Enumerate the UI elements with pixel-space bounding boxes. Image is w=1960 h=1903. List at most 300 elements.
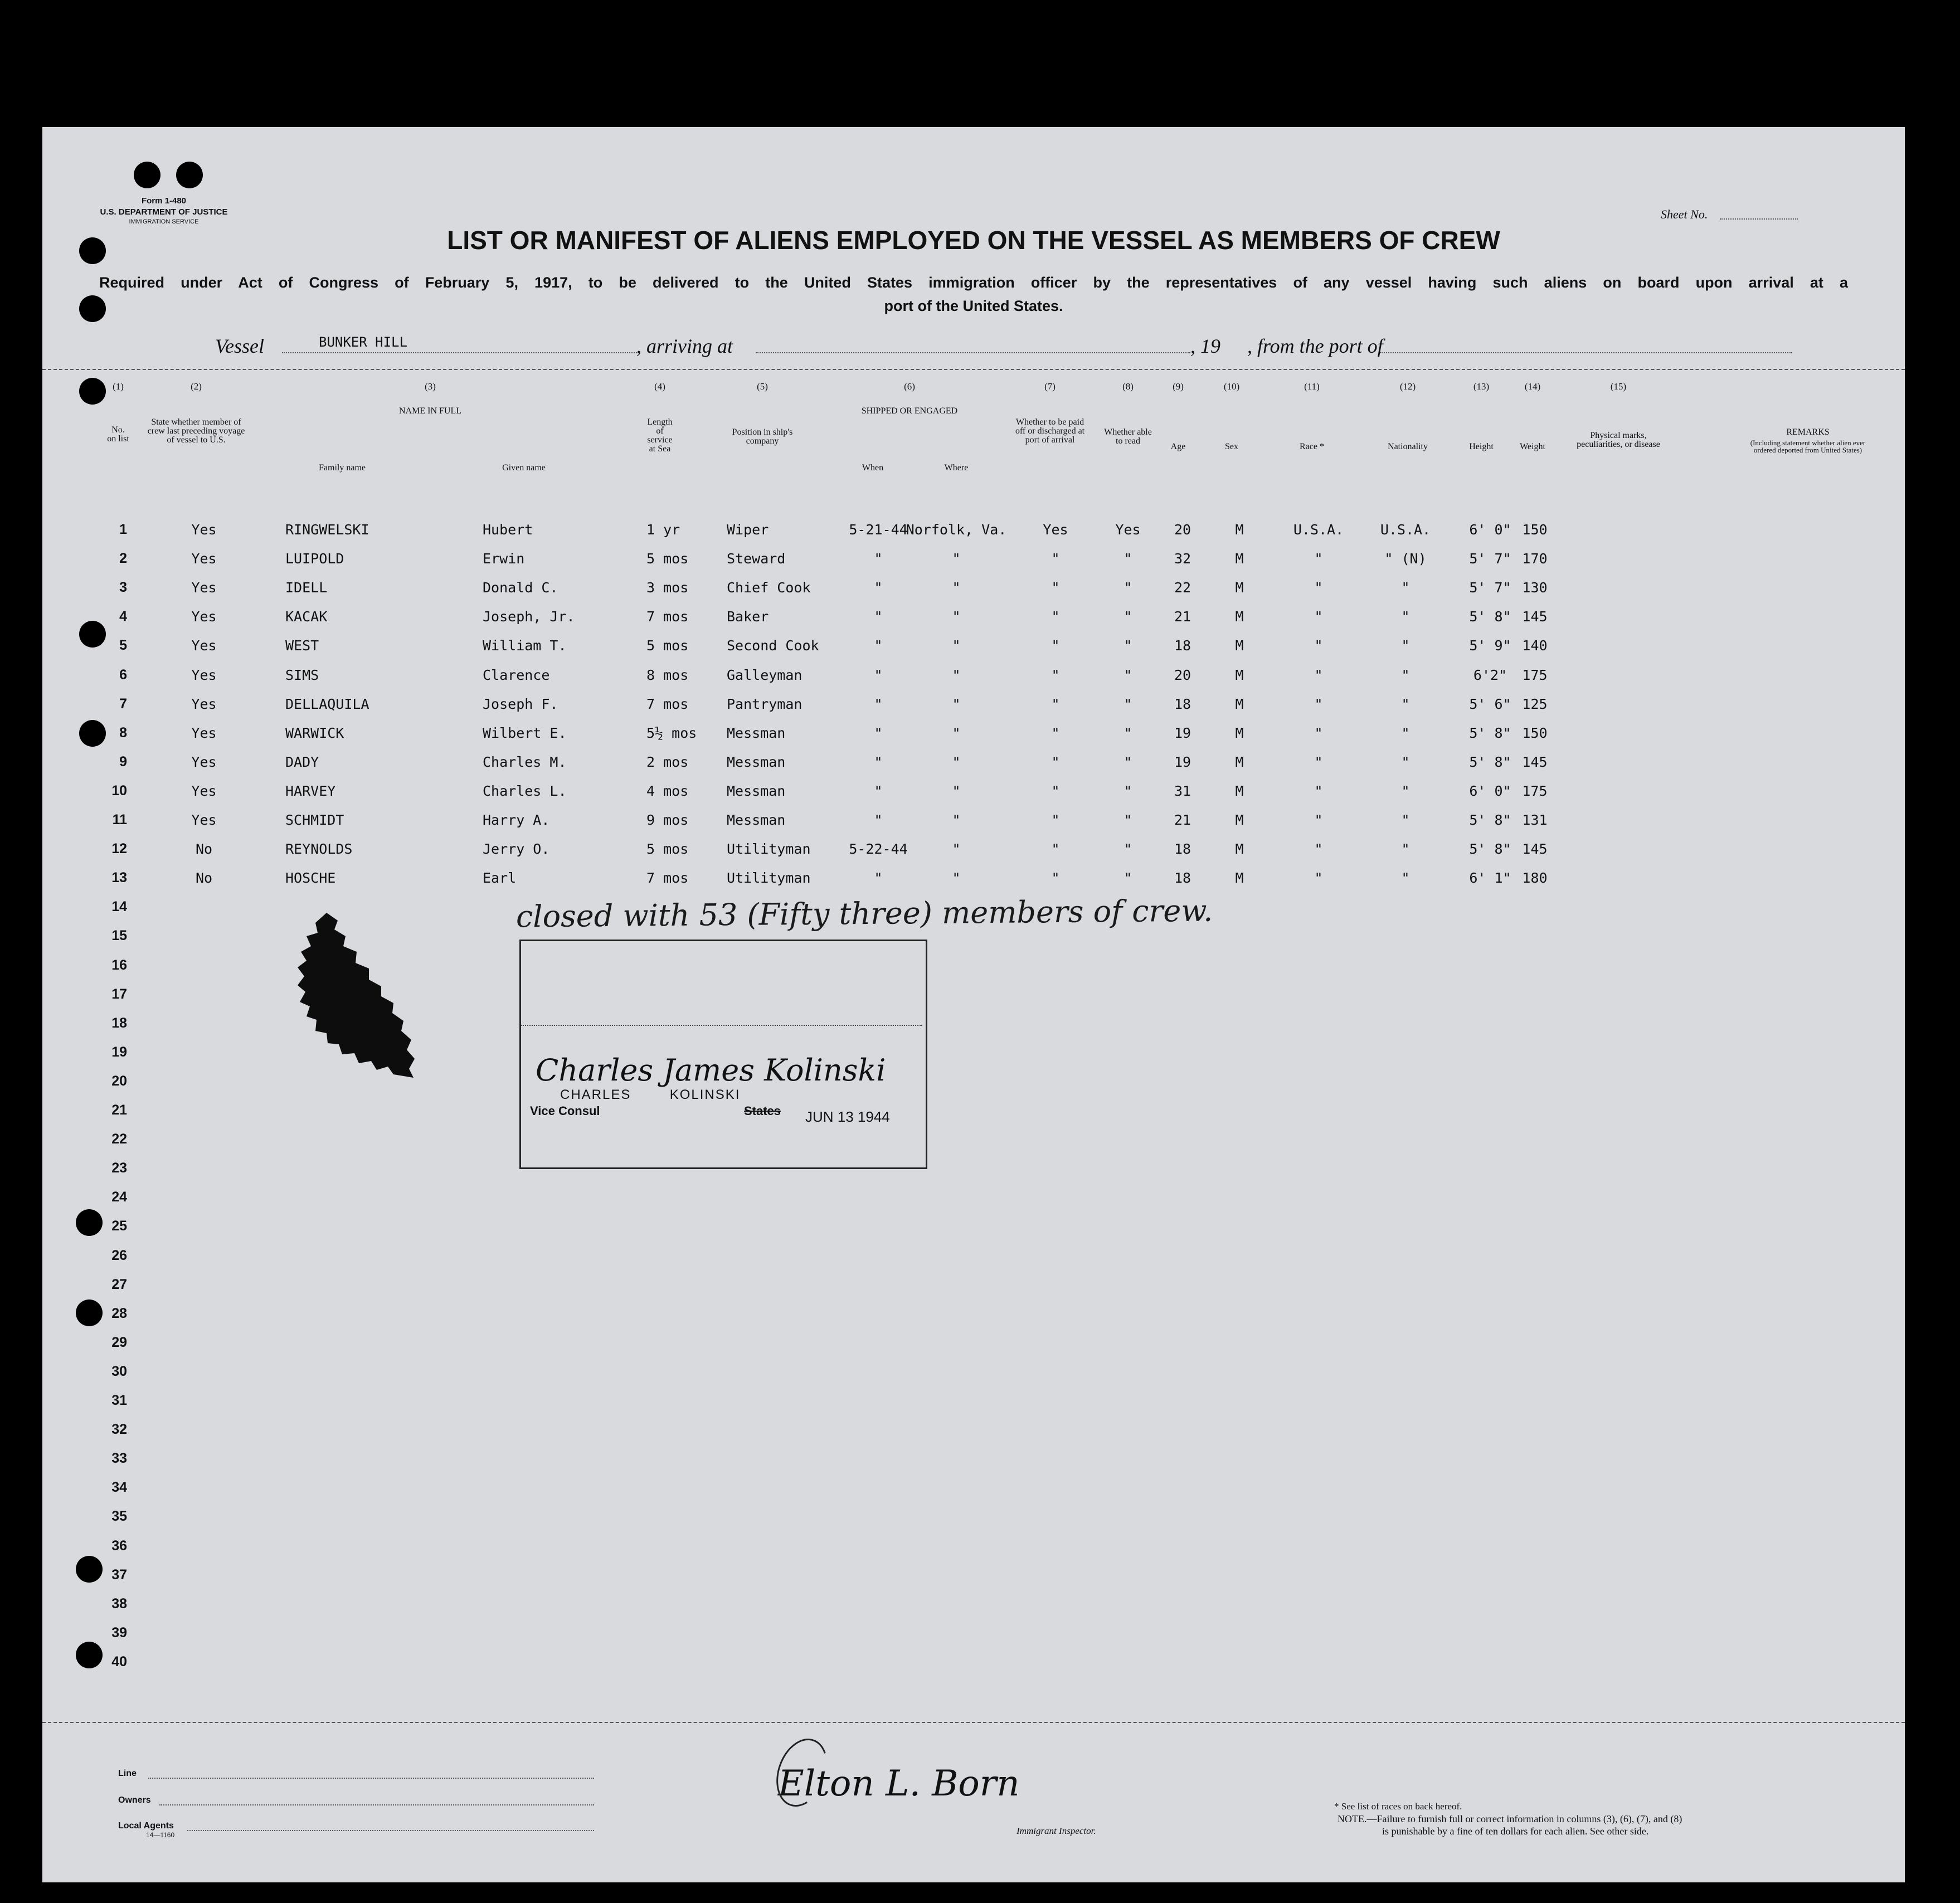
age-cell: 21 bbox=[1174, 812, 1191, 828]
header-shipped-engaged: SHIPPED OR ENGAGED bbox=[861, 406, 958, 416]
paid-off-cell: " bbox=[1051, 551, 1060, 567]
position-cell: Messman bbox=[727, 724, 786, 741]
row-number: 32 bbox=[111, 1422, 127, 1438]
weight-cell: 145 bbox=[1522, 841, 1548, 858]
race-cell: " bbox=[1314, 870, 1323, 887]
row-number: 23 bbox=[111, 1160, 127, 1176]
header-physical-marks: Physical marks, peculiarities, or disease bbox=[1577, 431, 1660, 449]
column-number: (15) bbox=[1610, 381, 1627, 392]
column-number: (7) bbox=[1044, 381, 1056, 392]
shipped-when-cell: " bbox=[874, 609, 883, 625]
header-nationality: Nationality bbox=[1388, 442, 1428, 451]
sex-cell: M bbox=[1235, 782, 1244, 799]
column-number: (1) bbox=[113, 381, 124, 392]
row-number: 7 bbox=[119, 695, 127, 712]
age-cell: 20 bbox=[1174, 522, 1191, 538]
handwritten-closing-note: closed with 53 (Fifty three) members of crew. bbox=[515, 893, 1213, 935]
race-cell: " bbox=[1314, 724, 1323, 741]
height-cell: 6' 1" bbox=[1469, 870, 1511, 887]
age-cell: 20 bbox=[1174, 666, 1191, 683]
prev-voyage-cell: Yes bbox=[191, 753, 217, 770]
position-cell: Second Cook bbox=[727, 637, 819, 654]
agents-field bbox=[187, 1830, 594, 1831]
height-cell: 6'2" bbox=[1473, 666, 1507, 683]
family-name-cell: HOSCHE bbox=[285, 870, 336, 887]
column-number: (3) bbox=[425, 381, 436, 392]
nationality-cell: " bbox=[1401, 841, 1410, 858]
shipped-when-cell: " bbox=[874, 753, 883, 770]
shipped-when-cell: " bbox=[874, 695, 883, 712]
nationality-cell: " bbox=[1401, 782, 1410, 799]
nationality-cell: " bbox=[1401, 724, 1410, 741]
age-cell: 18 bbox=[1174, 637, 1191, 654]
manifest-sheet bbox=[42, 127, 1905, 1882]
height-cell: 6' 0" bbox=[1469, 522, 1511, 538]
footer-note-2: is punishable by a fine of ten dollars for each alien. See other side. bbox=[1382, 1826, 1649, 1837]
race-cell: U.S.A. bbox=[1293, 522, 1344, 538]
form-title: LIST OR MANIFEST OF ALIENS EMPLOYED ON THE VESSEL AS MEMBERS OF CREW bbox=[447, 226, 1500, 255]
sex-cell: M bbox=[1235, 522, 1244, 538]
row-number: 5 bbox=[119, 637, 127, 654]
sex-cell: M bbox=[1235, 812, 1244, 828]
row-number: 4 bbox=[119, 609, 127, 625]
given-name-cell: Joseph, Jr. bbox=[483, 609, 575, 625]
row-number: 11 bbox=[112, 812, 127, 828]
inspector-label: Immigrant Inspector. bbox=[1017, 1826, 1096, 1836]
weight-cell: 145 bbox=[1522, 753, 1548, 770]
family-name-cell: WARWICK bbox=[285, 724, 344, 741]
given-name-cell: Jerry O. bbox=[483, 841, 550, 858]
family-name-cell: DADY bbox=[285, 753, 319, 770]
able-read-cell: " bbox=[1124, 724, 1132, 741]
row-number: 13 bbox=[111, 870, 127, 886]
length-service-cell: 9 mos bbox=[646, 812, 689, 828]
height-cell: 5' 8" bbox=[1469, 724, 1511, 741]
position-cell: Steward bbox=[727, 551, 786, 567]
family-name-cell: SCHMIDT bbox=[285, 812, 344, 828]
length-service-cell: 2 mos bbox=[646, 753, 689, 770]
port-label: , from the port of bbox=[1247, 335, 1383, 357]
column-number: (13) bbox=[1473, 381, 1490, 392]
age-cell: 19 bbox=[1174, 753, 1191, 770]
given-name-cell: Clarence bbox=[483, 666, 550, 683]
given-name-cell: Hubert bbox=[483, 522, 533, 538]
position-cell: Messman bbox=[727, 753, 786, 770]
prev-voyage-cell: Yes bbox=[191, 724, 217, 741]
able-read-cell: " bbox=[1124, 870, 1132, 887]
height-cell: 5' 7" bbox=[1469, 580, 1511, 596]
footer-divider bbox=[42, 1722, 1905, 1723]
footer-note-1: NOTE.—Failure to furnish full or correct information in columns (3), (6), (7), and (8) bbox=[1338, 1813, 1682, 1824]
height-cell: 5' 8" bbox=[1469, 753, 1511, 770]
race-cell: " bbox=[1314, 580, 1323, 596]
row-number: 20 bbox=[111, 1073, 127, 1089]
shipped-where-cell: " bbox=[952, 782, 961, 799]
column-number: (2) bbox=[191, 381, 202, 392]
length-service-cell: 4 mos bbox=[646, 782, 689, 799]
vessel-label: Vessel bbox=[215, 335, 264, 357]
header-divider bbox=[42, 369, 1905, 370]
position-cell: Utilityman bbox=[727, 841, 811, 858]
able-read-cell: " bbox=[1124, 609, 1132, 625]
nationality-cell: " bbox=[1401, 580, 1410, 596]
row-number: 37 bbox=[111, 1566, 127, 1583]
header-remarks: REMARKS bbox=[1786, 427, 1830, 437]
family-name-cell: REYNOLDS bbox=[285, 841, 353, 858]
length-service-cell: 8 mos bbox=[646, 666, 689, 683]
nationality-cell: " (N) bbox=[1384, 551, 1427, 567]
owners-label: Owners bbox=[118, 1795, 151, 1805]
height-cell: 5' 8" bbox=[1469, 841, 1511, 858]
header-no-on-list: No. on list bbox=[107, 425, 129, 444]
consul-stamp bbox=[519, 940, 927, 1169]
able-read-cell: " bbox=[1124, 753, 1132, 770]
age-cell: 21 bbox=[1174, 609, 1191, 625]
shipped-where-cell: " bbox=[952, 637, 961, 654]
header-where: Where bbox=[944, 463, 969, 473]
form-number: Form 1-480 bbox=[141, 196, 187, 206]
prev-voyage-cell: Yes bbox=[191, 666, 217, 683]
family-name-cell: RINGWELSKI bbox=[285, 522, 369, 538]
race-cell: " bbox=[1314, 666, 1323, 683]
header-name-in-full: NAME IN FULL bbox=[399, 406, 461, 416]
given-name-cell: Donald C. bbox=[483, 580, 558, 596]
given-name-cell: Charles L. bbox=[483, 782, 567, 799]
vessel-name: BUNKER HILL bbox=[319, 334, 407, 350]
column-number: (14) bbox=[1524, 381, 1541, 392]
row-number: 33 bbox=[111, 1451, 127, 1467]
sex-cell: M bbox=[1235, 695, 1244, 712]
family-name-cell: SIMS bbox=[285, 666, 319, 683]
prev-voyage-cell: No bbox=[195, 870, 213, 887]
race-cell: " bbox=[1314, 753, 1323, 770]
shipped-where-cell: " bbox=[952, 695, 961, 712]
sex-cell: M bbox=[1235, 666, 1244, 683]
race-cell: " bbox=[1314, 609, 1323, 625]
able-read-cell: " bbox=[1124, 841, 1132, 858]
column-number: (5) bbox=[757, 381, 768, 392]
weight-cell: 125 bbox=[1522, 695, 1548, 712]
nationality-cell: " bbox=[1401, 870, 1410, 887]
vessel-line bbox=[282, 352, 639, 353]
row-number: 31 bbox=[111, 1393, 127, 1408]
row-number: 3 bbox=[119, 580, 127, 596]
header-family-name: Family name bbox=[319, 463, 366, 473]
able-read-cell: " bbox=[1124, 695, 1132, 712]
row-number: 6 bbox=[119, 666, 127, 683]
stamp-name-last: KOLINSKI bbox=[669, 1087, 741, 1102]
prev-voyage-cell: Yes bbox=[191, 782, 217, 799]
column-number: (11) bbox=[1304, 381, 1320, 392]
position-cell: Pantryman bbox=[727, 695, 803, 712]
row-number: 25 bbox=[111, 1218, 127, 1234]
able-read-cell: " bbox=[1124, 580, 1132, 596]
paid-off-cell: " bbox=[1051, 812, 1060, 828]
shipped-where-cell: " bbox=[952, 870, 961, 887]
shipped-when-cell: " bbox=[874, 637, 883, 654]
column-number: (8) bbox=[1122, 381, 1134, 392]
row-number: 24 bbox=[111, 1189, 127, 1205]
prev-voyage-cell: Yes bbox=[191, 695, 217, 712]
embossed-seal-icon bbox=[288, 907, 421, 1086]
nationality-cell: " bbox=[1401, 812, 1410, 828]
race-cell: " bbox=[1314, 841, 1323, 858]
row-number: 8 bbox=[119, 724, 127, 741]
row-number: 15 bbox=[111, 928, 127, 944]
row-number: 28 bbox=[111, 1305, 127, 1321]
shipped-where-cell: " bbox=[952, 724, 961, 741]
prev-voyage-cell: Yes bbox=[191, 522, 217, 538]
given-name-cell: Erwin bbox=[483, 551, 525, 567]
sheet-no-label: Sheet No. bbox=[1661, 207, 1708, 221]
line-label: Line bbox=[118, 1769, 137, 1778]
row-number: 12 bbox=[111, 841, 127, 857]
form-subtitle: Required under Act of Congress of February 5, 1917, to be delivered to the United States immigration officer by the representatives of any vessel having such aliens on board upon arrival at a bbox=[99, 274, 1848, 291]
family-name-cell: LUIPOLD bbox=[285, 551, 344, 567]
weight-cell: 131 bbox=[1522, 812, 1548, 828]
shipped-when-cell: " bbox=[874, 870, 883, 887]
service-name: IMMIGRATION SERVICE bbox=[129, 218, 199, 225]
shipped-where-cell: " bbox=[952, 753, 961, 770]
header-weight: Weight bbox=[1520, 442, 1545, 451]
age-cell: 18 bbox=[1174, 870, 1191, 887]
row-number: 36 bbox=[111, 1537, 127, 1554]
shipped-when-cell: " bbox=[874, 724, 883, 741]
header-prev-voyage: State whether member of crew last preceding voyage of vessel to U.S. bbox=[147, 417, 245, 445]
weight-cell: 140 bbox=[1522, 637, 1548, 654]
race-cell: " bbox=[1314, 782, 1323, 799]
column-number: (9) bbox=[1173, 381, 1184, 392]
nationality-cell: " bbox=[1401, 695, 1410, 712]
row-number: 10 bbox=[111, 782, 127, 799]
row-number: 34 bbox=[111, 1479, 127, 1496]
row-number: 1 bbox=[119, 522, 127, 537]
shipped-where-cell: " bbox=[952, 666, 961, 683]
length-service-cell: 7 mos bbox=[646, 870, 689, 887]
length-service-cell: 7 mos bbox=[646, 695, 689, 712]
arriving-line bbox=[756, 352, 1190, 353]
form-code: 14—1160 bbox=[146, 1831, 175, 1839]
length-service-cell: 1 yr bbox=[646, 522, 680, 538]
paid-off-cell: " bbox=[1051, 870, 1060, 887]
paid-off-cell: " bbox=[1051, 753, 1060, 770]
shipped-where-cell: " bbox=[952, 812, 961, 828]
column-number: (12) bbox=[1399, 381, 1416, 392]
shipped-where-cell: " bbox=[952, 551, 961, 567]
sex-cell: M bbox=[1235, 551, 1244, 567]
paid-off-cell: " bbox=[1051, 695, 1060, 712]
weight-cell: 130 bbox=[1522, 580, 1548, 596]
row-number: 2 bbox=[119, 551, 127, 567]
nationality-cell: " bbox=[1401, 637, 1410, 654]
position-cell: Messman bbox=[727, 782, 786, 799]
header-age: Age bbox=[1170, 442, 1186, 451]
length-service-cell: 5 mos bbox=[646, 551, 689, 567]
weight-cell: 150 bbox=[1522, 522, 1548, 538]
nationality-cell: " bbox=[1401, 666, 1410, 683]
stamp-name-first: CHARLES bbox=[560, 1087, 631, 1102]
sex-cell: M bbox=[1235, 580, 1244, 596]
races-note: * See list of races on back hereof. bbox=[1334, 1801, 1462, 1812]
family-name-cell: KACAK bbox=[285, 609, 328, 625]
paid-off-cell: Yes bbox=[1043, 522, 1068, 538]
stamp-rule bbox=[521, 1025, 922, 1026]
inspector-signature: Elton L. Born bbox=[778, 1763, 1020, 1804]
prev-voyage-cell: Yes bbox=[191, 637, 217, 654]
shipped-when-cell: " bbox=[874, 551, 883, 567]
stamp-name bbox=[560, 1087, 740, 1103]
height-cell: 5' 8" bbox=[1469, 609, 1511, 625]
length-service-cell: 3 mos bbox=[646, 580, 689, 596]
row-number: 29 bbox=[111, 1334, 127, 1350]
shipped-when-cell: " bbox=[874, 812, 883, 828]
punch-hole bbox=[79, 237, 106, 264]
prev-voyage-cell: Yes bbox=[191, 580, 217, 596]
height-cell: 5' 7" bbox=[1469, 551, 1511, 567]
family-name-cell: IDELL bbox=[285, 580, 328, 596]
row-number: 26 bbox=[111, 1247, 127, 1263]
prev-voyage-cell: No bbox=[195, 841, 213, 858]
given-name-cell: William T. bbox=[483, 637, 567, 654]
race-cell: " bbox=[1314, 637, 1323, 654]
weight-cell: 170 bbox=[1522, 551, 1548, 567]
consul-signature: Charles James Kolinski bbox=[536, 1053, 886, 1088]
header-race: Race * bbox=[1300, 442, 1324, 451]
given-name-cell: Joseph F. bbox=[483, 695, 558, 712]
family-name-cell: WEST bbox=[285, 637, 319, 654]
paid-off-cell: " bbox=[1051, 580, 1060, 596]
header-when: When bbox=[862, 463, 884, 473]
row-number: 21 bbox=[111, 1102, 127, 1118]
able-read-cell: Yes bbox=[1115, 522, 1141, 538]
length-service-cell: 5 mos bbox=[646, 841, 689, 858]
prev-voyage-cell: Yes bbox=[191, 812, 217, 828]
column-number: (10) bbox=[1223, 381, 1240, 392]
row-number: 38 bbox=[111, 1595, 127, 1612]
header-position: Position in ship's company bbox=[732, 427, 793, 446]
form-subtitle-2: port of the United States. bbox=[884, 298, 1063, 314]
given-name-cell: Harry A. bbox=[483, 812, 550, 828]
header-length-service: Length of service at Sea bbox=[647, 417, 673, 454]
header-remarks-note: (Including statement whether alien ever ordered deported from United States) bbox=[1750, 439, 1866, 454]
punch-hole bbox=[79, 295, 106, 322]
sex-cell: M bbox=[1235, 724, 1244, 741]
prev-voyage-cell: Yes bbox=[191, 551, 217, 567]
paid-off-cell: " bbox=[1051, 782, 1060, 799]
length-service-cell: 7 mos bbox=[646, 609, 689, 625]
row-number: 18 bbox=[111, 1015, 127, 1031]
family-name-cell: DELLAQUILA bbox=[285, 695, 369, 712]
port-line bbox=[1380, 352, 1792, 353]
given-name-cell: Charles M. bbox=[483, 753, 567, 770]
header-given-name: Given name bbox=[502, 463, 546, 473]
column-number: (6) bbox=[904, 381, 915, 392]
paid-off-cell: " bbox=[1051, 841, 1060, 858]
row-number: 22 bbox=[111, 1131, 127, 1147]
agents-label: Local Agents bbox=[118, 1821, 174, 1831]
row-number: 39 bbox=[111, 1624, 127, 1641]
race-cell: " bbox=[1314, 551, 1323, 567]
sex-cell: M bbox=[1235, 753, 1244, 770]
header-sex: Sex bbox=[1225, 442, 1238, 451]
owners-field bbox=[159, 1804, 594, 1805]
department-name: U.S. DEPARTMENT OF JUSTICE bbox=[100, 207, 228, 217]
height-cell: 5' 6" bbox=[1469, 695, 1511, 712]
able-read-cell: " bbox=[1124, 666, 1132, 683]
sex-cell: M bbox=[1235, 870, 1244, 887]
position-cell: Utilityman bbox=[727, 870, 811, 887]
column-number: (4) bbox=[654, 381, 665, 392]
row-number: 19 bbox=[111, 1044, 127, 1060]
paid-off-cell: " bbox=[1051, 724, 1060, 741]
able-read-cell: " bbox=[1124, 812, 1132, 828]
header-able-read: Whether able to read bbox=[1104, 427, 1152, 446]
length-service-cell: 5½ mos bbox=[646, 724, 697, 741]
race-cell: " bbox=[1314, 812, 1323, 828]
shipped-where-cell: " bbox=[952, 580, 961, 596]
nationality-cell: U.S.A. bbox=[1380, 522, 1431, 538]
nationality-cell: " bbox=[1401, 609, 1410, 625]
row-number: 30 bbox=[111, 1363, 127, 1379]
stamp-country: States bbox=[744, 1104, 781, 1118]
paid-off-cell: " bbox=[1051, 637, 1060, 654]
weight-cell: 145 bbox=[1522, 609, 1548, 625]
arriving-label: , arriving at bbox=[636, 335, 733, 357]
paid-off-cell: " bbox=[1051, 609, 1060, 625]
weight-cell: 150 bbox=[1522, 724, 1548, 741]
row-number: 27 bbox=[111, 1276, 127, 1292]
sex-cell: M bbox=[1235, 841, 1244, 858]
year-label: , 19 bbox=[1190, 335, 1220, 357]
given-name-cell: Wilbert E. bbox=[483, 724, 567, 741]
row-number: 16 bbox=[111, 957, 127, 973]
shipped-where-cell: " bbox=[952, 841, 961, 858]
row-number: 35 bbox=[111, 1508, 127, 1525]
punch-hole bbox=[134, 162, 161, 188]
length-service-cell: 5 mos bbox=[646, 637, 689, 654]
prev-voyage-cell: Yes bbox=[191, 609, 217, 625]
paid-off-cell: " bbox=[1051, 666, 1060, 683]
age-cell: 18 bbox=[1174, 841, 1191, 858]
shipped-when-cell: 5-22-44 bbox=[849, 841, 908, 858]
position-cell: Messman bbox=[727, 812, 786, 828]
shipped-when-cell: 5-21-44 bbox=[849, 522, 908, 538]
sex-cell: M bbox=[1235, 609, 1244, 625]
punch-hole bbox=[176, 162, 203, 188]
row-number: 17 bbox=[111, 986, 127, 1002]
shipped-when-cell: " bbox=[874, 580, 883, 596]
stamp-title: Vice Consul bbox=[530, 1104, 600, 1118]
age-cell: 18 bbox=[1174, 695, 1191, 712]
position-cell: Galleyman bbox=[727, 666, 803, 683]
height-cell: 5' 9" bbox=[1469, 637, 1511, 654]
shipped-when-cell: " bbox=[874, 666, 883, 683]
height-cell: 6' 0" bbox=[1469, 782, 1511, 799]
position-cell: Baker bbox=[727, 609, 769, 625]
race-cell: " bbox=[1314, 695, 1323, 712]
sheet-no-line bbox=[1720, 218, 1798, 220]
punch-hole bbox=[79, 378, 106, 405]
header-height: Height bbox=[1469, 442, 1494, 451]
shipped-when-cell: " bbox=[874, 782, 883, 799]
position-cell: Wiper bbox=[727, 522, 769, 538]
able-read-cell: " bbox=[1124, 782, 1132, 799]
sex-cell: M bbox=[1235, 637, 1244, 654]
family-name-cell: HARVEY bbox=[285, 782, 336, 799]
age-cell: 19 bbox=[1174, 724, 1191, 741]
weight-cell: 180 bbox=[1522, 870, 1548, 887]
row-number: 14 bbox=[111, 899, 127, 915]
